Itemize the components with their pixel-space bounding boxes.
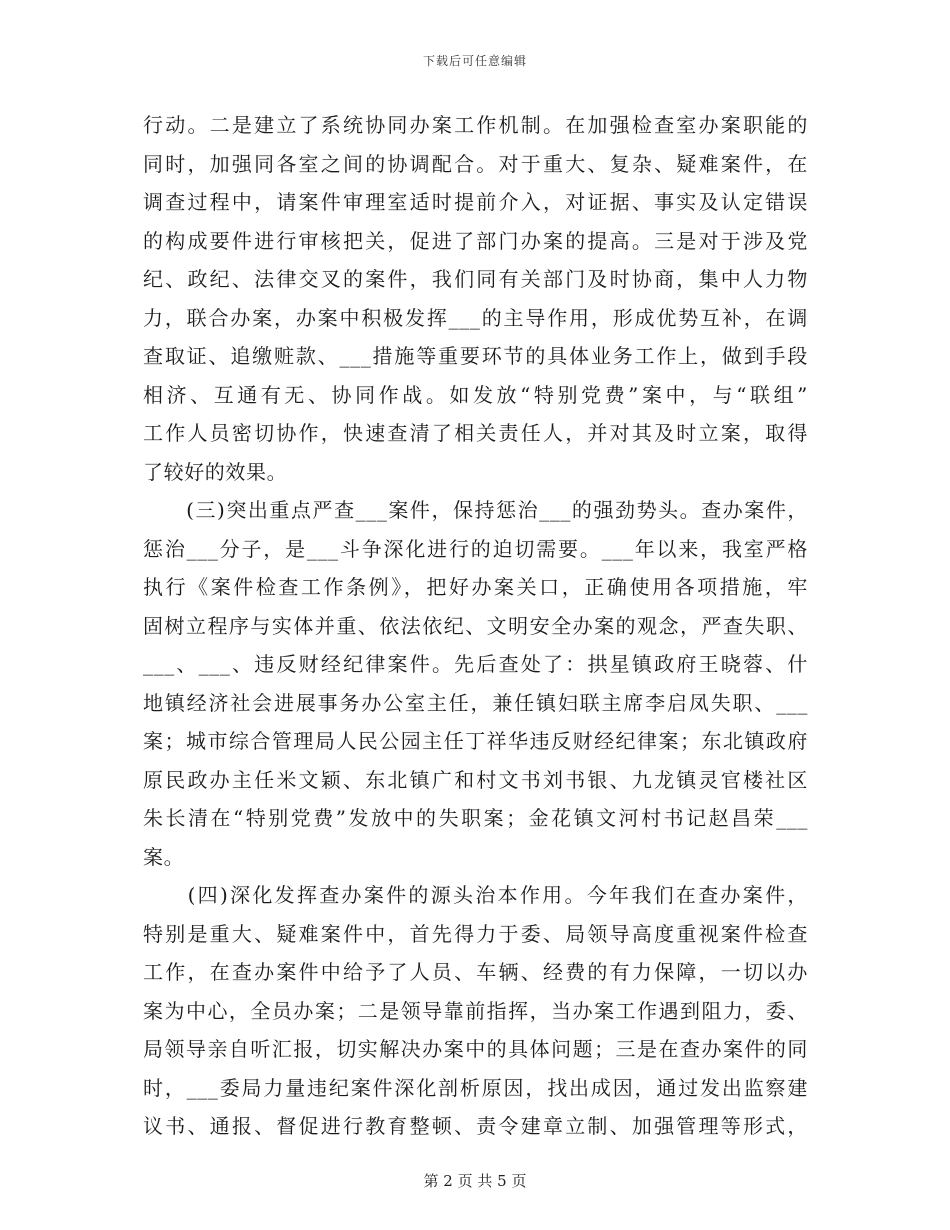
text-line: ___、___、违反财经纪律案件。先后查处了：拱星镇政府王晓蓉、什: [143, 652, 808, 676]
text-line: 朱长清在“特别党费”发放中的失职案；金花镇文河村书记赵昌荣___: [143, 806, 808, 830]
text-line: 执行《案件检查工作条例》，把好办案关口，正确使用各项措施，牢: [143, 575, 808, 599]
text-line: 工作人员密切协作，快速查清了相关责任人，并对其及时立案，取得: [143, 421, 808, 445]
page-footer: 第 2 页 共 5 页: [423, 1172, 527, 1190]
text-line: 地镇经济社会进展事务办公室主任，兼任镇妇联主席李启凤失职、___: [143, 690, 808, 715]
text-line: 调查过程中，请案件审理室适时提前介入，对证据、事实及认定错误: [143, 190, 808, 214]
text-line: 相济、互通有无、协同作战。如发放“特别党费”案中，与“联组”: [143, 382, 808, 407]
section-heading-line: (四)深化发挥查办案件的源头治本作用。今年我们在查办案件，: [143, 883, 808, 907]
text-line: 案为中心，全员办案；二是领导靠前指挥，当办案工作遇到阻力，委、: [143, 998, 808, 1023]
text-line: 惩治___分子，是___斗争深化进行的迫切需要。___年以来，我室严格: [143, 536, 808, 561]
section-heading-line: (三)突出重点严查___案件，保持惩治___的强劲势头。查办案件，: [143, 498, 808, 522]
text-line: 查取证、追缴赃款、___措施等重要环节的具体业务工作上，做到手段: [143, 344, 808, 368]
page-header: 下载后可任意编辑: [422, 54, 527, 68]
text-line: 同时，加强同各室之间的协调配合。对于重大、复杂、疑难案件，在: [143, 151, 808, 176]
text-line: 议书、通报、督促进行教育整顿、责令建章立制、加强管理等形式，: [143, 1114, 808, 1138]
document-body: [143, 106, 808, 1146]
text-line: 纪、政纪、法律交叉的案件，我们同有关部门及时协商，集中人力物: [143, 267, 808, 291]
text-line: 了较好的效果。: [143, 459, 288, 484]
text-line: 案。: [143, 844, 185, 869]
text-line: 特别是重大、疑难案件中，首先得力于委、局领导高度重视案件检查: [143, 921, 808, 946]
text-line: 力，联合办案，办案中积极发挥___的主导作用，形成优势互补，在调: [143, 305, 808, 330]
text-line: 固树立程序与实体并重、依法依纪、文明安全办案的观念，严查失职、: [143, 613, 808, 638]
text-line: 局领导亲自听汇报，切实解决办案中的具体问题；三是在查办案件的同: [143, 1037, 808, 1061]
text-line: 的构成要件进行审核把关，促进了部门办案的提高。三是对于涉及党: [143, 228, 808, 253]
text-line: 时，___委局力量违纪案件深化剖析原因，找出成因，通过发出监察建: [143, 1075, 808, 1100]
text-line: 工作，在查办案件中给予了人员、车辆、经费的有力保障，一切以办: [143, 960, 808, 984]
text-line: 原民政办主任米文颖、东北镇广和村文书刘书银、九龙镇灵官楼社区: [143, 767, 808, 792]
text-line: 行动。二是建立了系统协同办案工作机制。在加强检查室办案职能的: [143, 113, 808, 137]
text-line: 案；城市综合管理局人民公园主任丁祥华违反财经纪律案；东北镇政府: [143, 729, 808, 753]
